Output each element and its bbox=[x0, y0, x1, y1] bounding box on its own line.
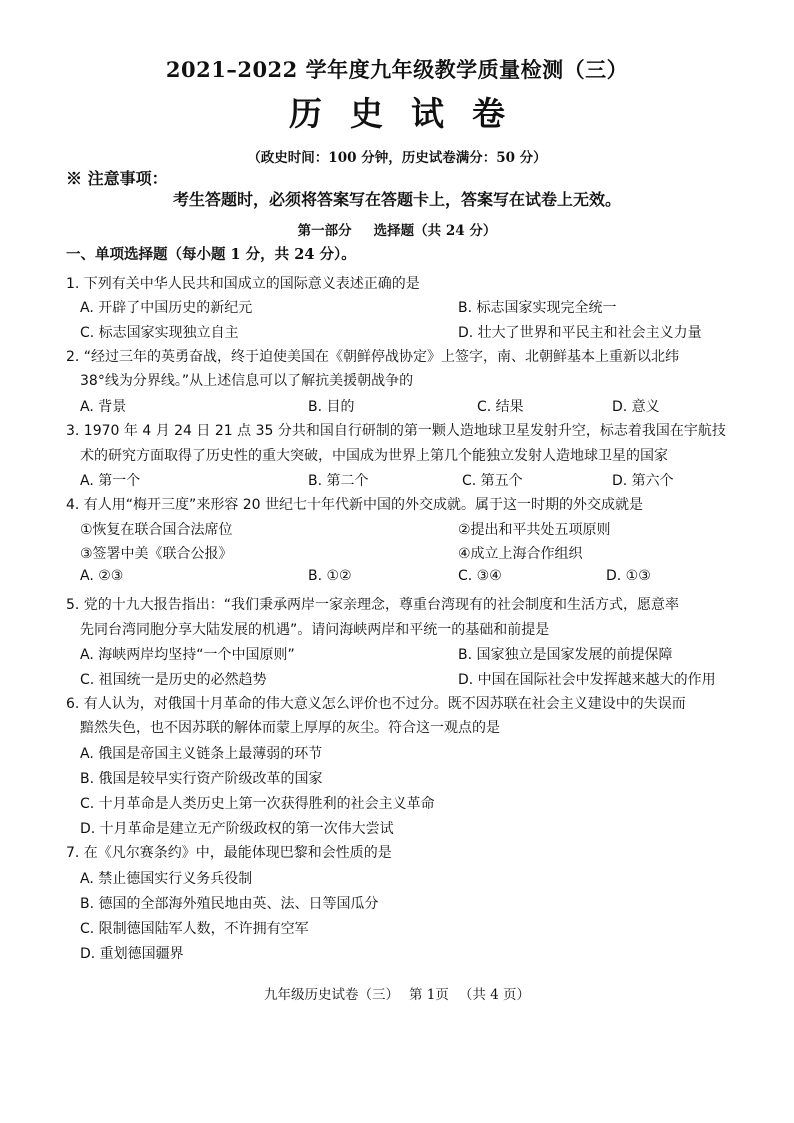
q4-option-b: B. ①② bbox=[308, 568, 352, 584]
q5-option-a: A. 海峡两岸均坚持“一个中国原则” bbox=[80, 647, 295, 663]
q3-stem-line2: 术的研究方面取得了历史性的重大突破，中国成为世界上第几个能独立发射人造地球卫星的国家 bbox=[80, 448, 668, 464]
q7-stem: 7. 在《凡尔赛条约》中，最能体现巴黎和会性质的是 bbox=[66, 845, 392, 861]
q1-option-d: D. 壮大了世界和平民主和社会主义力量 bbox=[458, 325, 702, 341]
part-heading bbox=[0, 219, 794, 239]
q7-option-d: D. 重划德国疆界 bbox=[80, 946, 184, 962]
q1-option-c: C. 标志国家实现独立自主 bbox=[80, 325, 239, 341]
q6-stem-line1: 6. 有人认为，对俄国十月革命的伟大意义怎么评价也不过分。既不因苏联在社会主义建设中的失误而 bbox=[66, 696, 686, 712]
q5-option-d: D. 中国在国际社会中发挥越来越大的作用 bbox=[458, 672, 716, 688]
q1-stem: 1. 下列有关中华人民共和国成立的国际意义表述正确的是 bbox=[66, 276, 420, 292]
q3-option-d: D. 第六个 bbox=[612, 473, 674, 489]
q1-option-a: A. 开辟了中国历史的新纪元 bbox=[80, 300, 253, 316]
q6-option-c: C. 十月革命是人类历史上第一次获得胜利的社会主义革命 bbox=[80, 796, 435, 812]
q6-stem-line2: 黯然失色，也不因苏联的解体而蒙上厚厚的灰尘。符合这一观点的是 bbox=[80, 720, 500, 736]
notice-body: 考生答题时，必须将答案写在答题卡上，答案写在试卷上无效。 bbox=[172, 190, 621, 209]
q5-stem-line1: 5. 党的十九大报告指出：“我们秉承两岸一家亲理念，尊重台湾现有的社会制度和生活方式，愿意率 bbox=[66, 597, 680, 613]
section-heading: 一、单项选择题（每小题 1 分，共 24 分）。 bbox=[66, 246, 356, 263]
q5-option-c: C. 祖国统一是历史的必然趋势 bbox=[80, 672, 267, 688]
q3-option-c: C. 第五个 bbox=[462, 473, 523, 489]
footer-exam: 九年级历史试卷（三） bbox=[263, 987, 399, 1003]
q6-option-d: D. 十月革命是建立无产阶级政权的第一次伟大尝试 bbox=[80, 821, 394, 837]
q2-option-b: B. 目的 bbox=[308, 399, 355, 415]
footer-page: 第 1页 bbox=[408, 987, 449, 1003]
time-note: （政史时间：100 分钟，历史试卷满分：50 分） bbox=[247, 150, 547, 166]
notice-heading: ※ 注意事项： bbox=[66, 169, 168, 188]
subject-title-text: 历史试卷 bbox=[289, 94, 533, 133]
subject-title bbox=[0, 88, 794, 135]
q2-option-d: D. 意义 bbox=[612, 399, 660, 415]
q3-option-b: B. 第二个 bbox=[308, 473, 369, 489]
q2-stem-line2: 38°线为分界线。”从上述信息可以了解抗美援朝战争的 bbox=[80, 373, 414, 389]
q2-stem-line1: 2. “经过三年的英勇奋战，终于迫使美国在《朝鲜停战协定》上签字，南、北朝鲜基本上重新以北纬 bbox=[66, 349, 680, 365]
q4-option-a: A. ②③ bbox=[80, 568, 124, 584]
q4-option-c: C. ③④ bbox=[458, 568, 502, 584]
page-footer bbox=[0, 983, 794, 1003]
q4-option-d: D. ①③ bbox=[606, 568, 651, 584]
footer-total: （共 4 页） bbox=[458, 987, 531, 1003]
q4-stem: 4. 有人用“梅开三度”来形容 20 世纪七十年代新中国的外交成就。属于这一时期的外交成就是 bbox=[66, 497, 644, 513]
q7-option-b: B. 德国的全部海外殖民地由英、法、日等国瓜分 bbox=[80, 896, 379, 912]
part-name: 第一部分 bbox=[297, 223, 352, 239]
q5-option-b: B. 国家独立是国家发展的前提保障 bbox=[458, 647, 673, 663]
q7-option-c: C. 限制德国陆军人数，不许拥有空军 bbox=[80, 921, 309, 937]
q4-item-2: ②提出和平共处五项原则 bbox=[458, 522, 611, 538]
q2-option-c: C. 结果 bbox=[477, 399, 524, 415]
q4-item-4: ④成立上海合作组织 bbox=[458, 546, 583, 562]
q7-option-a: A. 禁止德国实行义务兵役制 bbox=[80, 871, 253, 887]
q6-option-a: A. 俄国是帝国主义链条上最薄弱的环节 bbox=[80, 746, 323, 762]
q2-option-a: A. 背景 bbox=[80, 399, 127, 415]
q4-item-1: ①恢复在联合国合法席位 bbox=[80, 522, 233, 538]
q4-item-3: ③签署中美《联合公报》 bbox=[80, 546, 233, 562]
q6-option-b: B. 俄国是较早实行资产阶级改革的国家 bbox=[80, 771, 323, 787]
q3-stem-line1: 3. 1970 年 4 月 24 日 21 点 35 分共和国自行研制的第一颗人造地球卫星发射升空，标志着我国在宇航技 bbox=[66, 423, 726, 439]
q5-stem-line2: 先同台湾同胞分享大陆发展的机遇”。请问海峡两岸和平统一的基础和前提是 bbox=[80, 622, 550, 638]
part-title: 选择题（共 24 分） bbox=[373, 223, 497, 239]
exam-title: 2021–2022 学年度九年级教学质量检测（三） bbox=[165, 57, 629, 82]
q3-option-a: A. 第一个 bbox=[80, 473, 141, 489]
q1-option-b: B. 标志国家实现完全统一 bbox=[458, 300, 617, 316]
